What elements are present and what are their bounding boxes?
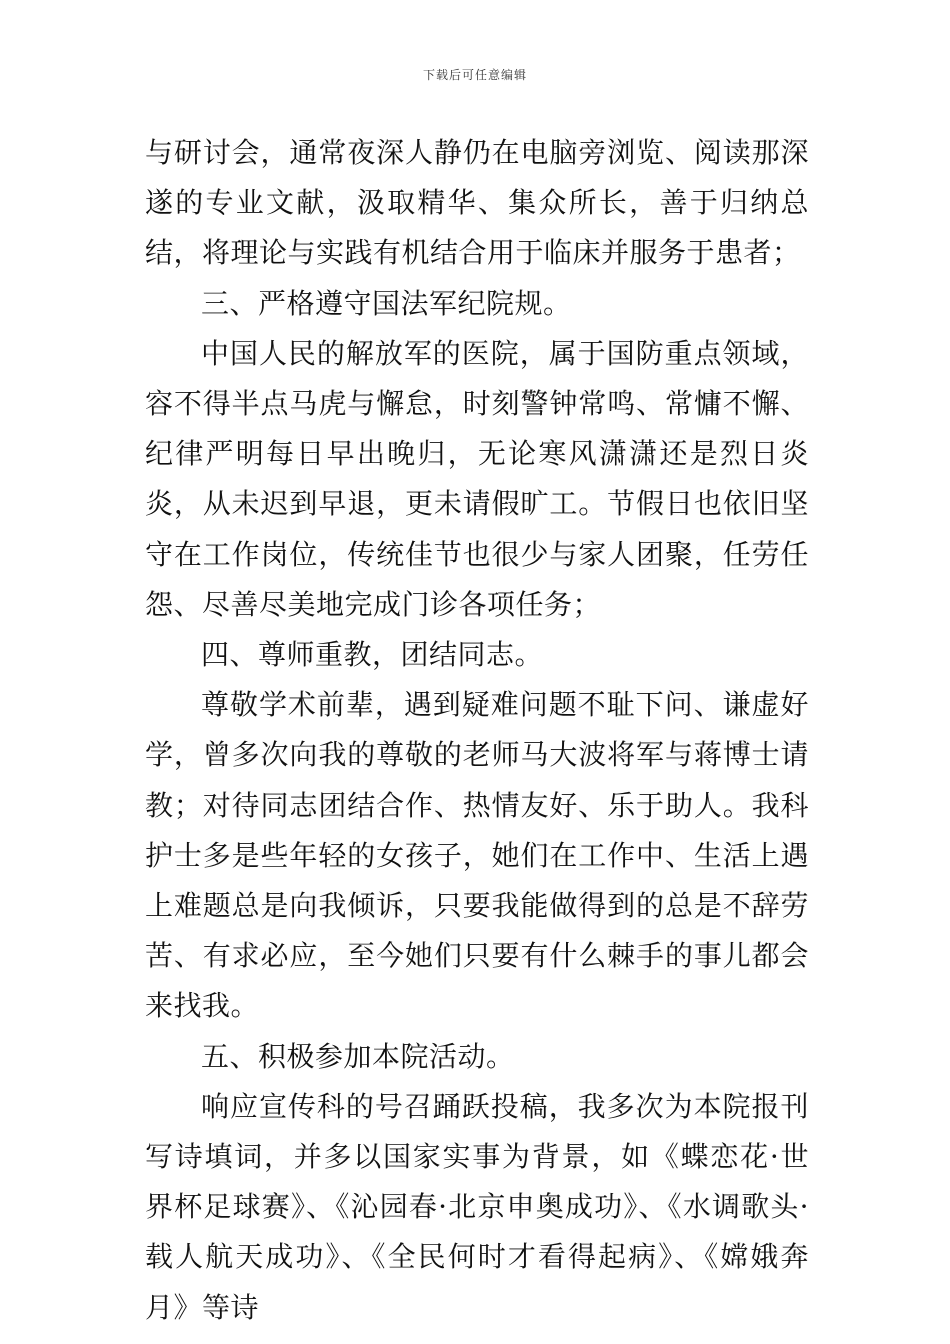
- section-heading-4: 四、尊师重教，团结同志。: [201, 638, 544, 672]
- section-heading-3: 三、严格遵守国法军纪院规。: [201, 286, 572, 320]
- paragraph-hospital-activities: 响应宣传科的号召踊跃投稿，我多次为本院报刊写诗填词，并多以国家实事为背景，如《蝶恋花·世界杯足球赛》、《沁园春·北京申奥成功》、《水调歌头·载人航天成功》、《全民何时才看得起病》、《嫦娥奔月》等诗: [145, 1089, 809, 1324]
- paragraph-discipline: 中国人民的解放军的医院，属于国防重点领域，容不得半点马虎与懈怠，时刻警钟常鸣、常慵不懈、纪律严明每日早出晚归，无论寒风潇潇还是烈日炎炎，从未迟到早退，更未请假旷工。节假日也依旧坚守在工作岗位，传统佳节也很少与家人团聚，任劳任怨、尽善尽美地完成门诊各项任务；: [145, 336, 809, 621]
- page-header-note: 下载后可任意编辑: [422, 68, 527, 82]
- document-body: [145, 128, 809, 1333]
- paragraph-continuation: 与研讨会，通常夜深人静仍在电脑旁浏览、阅读那深遂的专业文献，汲取精华、集众所长，善于归纳总结，将理论与实践有机结合用于临床并服务于患者；: [145, 136, 809, 270]
- section-heading-5: 五、积极参加本院活动。: [201, 1039, 515, 1073]
- paragraph-respect-colleagues: 尊敬学术前辈，遇到疑难问题不耻下问、谦虚好学，曾多次向我的尊敬的老师马大波将军与蒋博士请教；对待同志团结合作、热情友好、乐于助人。我科护士多是些年轻的女孩子，她们在工作中、生活上遇上难题总是向我倾诉，只要我能做得到的总是不辞劳苦、有求必应，至今她们只要有什么棘手的事儿都会来找我。: [145, 688, 809, 1023]
